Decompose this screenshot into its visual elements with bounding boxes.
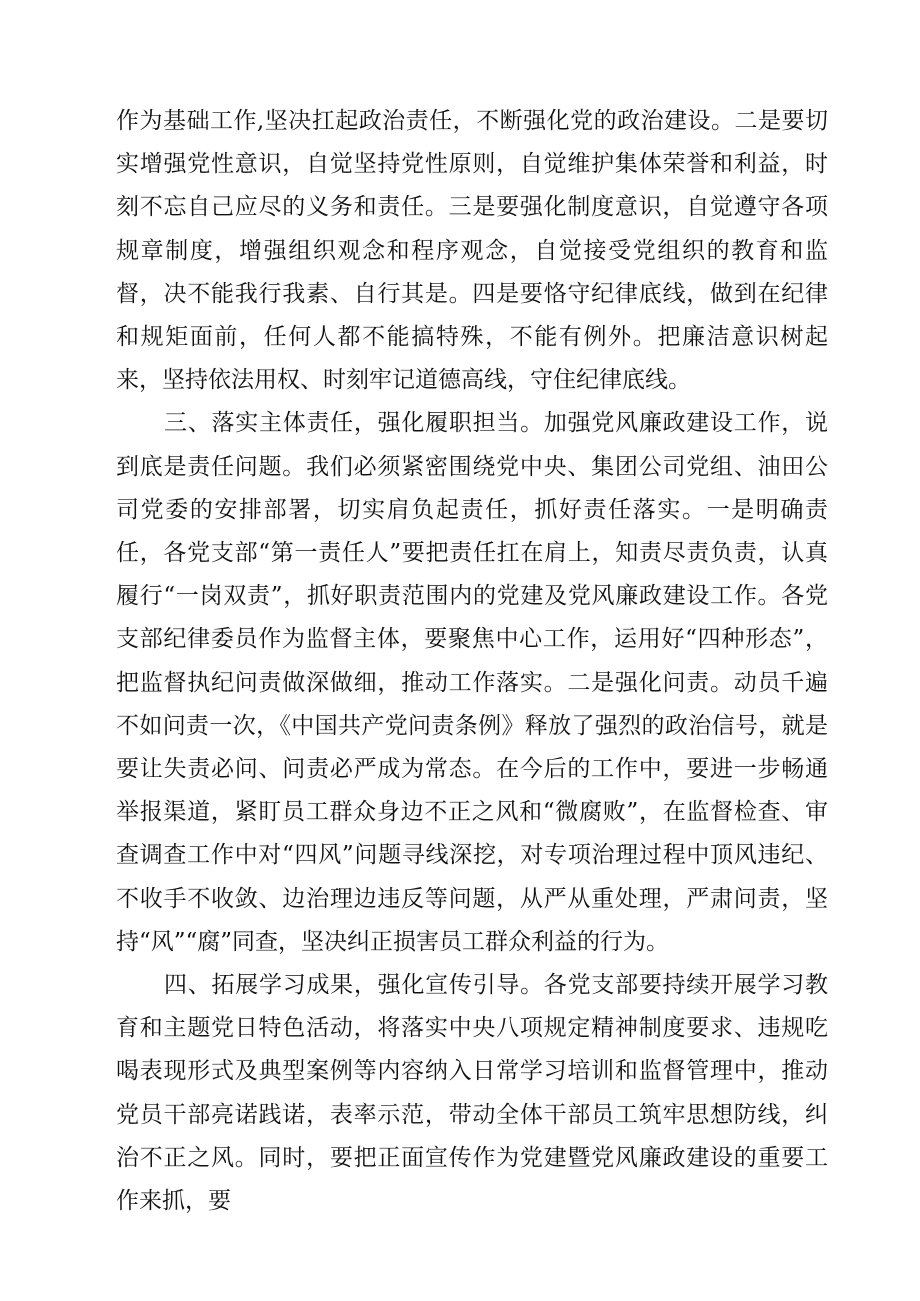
document-body [116, 100, 828, 1223]
paragraph-section-four: 四、拓展学习成果，强化宣传引导。各党支部要持续开展学习教育和主题党日特色活动，将落实中央八项规定精神制度要求、违规吃喝表现形式及典型案例等内容纳入日常学习培训和监督管理中，推动党员干部亮诺践诺，表率示范，带动全体干部员工筑牢思想防线，纠治不正之风。同时，要把正面宣传作为党建暨党风廉政建设的重要工作来抓，要 [116, 972, 828, 1215]
paragraph-continuation: 作为基础工作,坚决扛起政治责任，不断强化党的政治建设。二是要切实增强党性意识，自觉坚持党性原则，自觉维护集体荣誉和利益，时刻不忘自己应尽的义务和责任。三是要强化制度意识，自觉遵守各项规章制度，增强组织观念和程序观念，自觉接受党组织的教育和监督，决不能我行我素、自行其是。四是要恪守纪律底线，做到在纪律和规矩面前，任何人都不能搞特殊，不能有例外。把廉洁意识树起来，坚持依法用权、时刻牢记道德高线，守住纪律底线。 [116, 108, 828, 394]
paragraph-section-three: 三、落实主体责任，强化履职担当。加强党风廉政建设工作，说到底是责任问题。我们必须紧密围绕党中央、集团公司党组、油田公司党委的安排部署，切实肩负起责任，抓好责任落实。一是明确责任，各党支部“第一责任人”要把责任扛在肩上，知责尽责负责，认真履行“一岗双责”，抓好职责范围内的党建及党风廉政建设工作。各党支部纪律委员作为监督主体，要聚焦中心工作，运用好“四种形态”，把监督执纪问责做深做细，推动工作落实。二是强化问责。动员千遍不如问责一次，《中国共产党问责条例》释放了强烈的政治信号，就是要让失责必问、问责必严成为常态。在今后的工作中，要进一步畅通举报渠道，紧盯员工群众身边不正之风和“微腐败”，在监督检查、审查调查工作中对“四风”问题寻线深挖，对专项治理过程中顶风违纪、不收手不收敛、边治理边违反等问题，从严从重处理，严肃问责，坚持“风”“腐”同查，坚决纠正损害员工群众利益的行为。 [116, 410, 828, 955]
